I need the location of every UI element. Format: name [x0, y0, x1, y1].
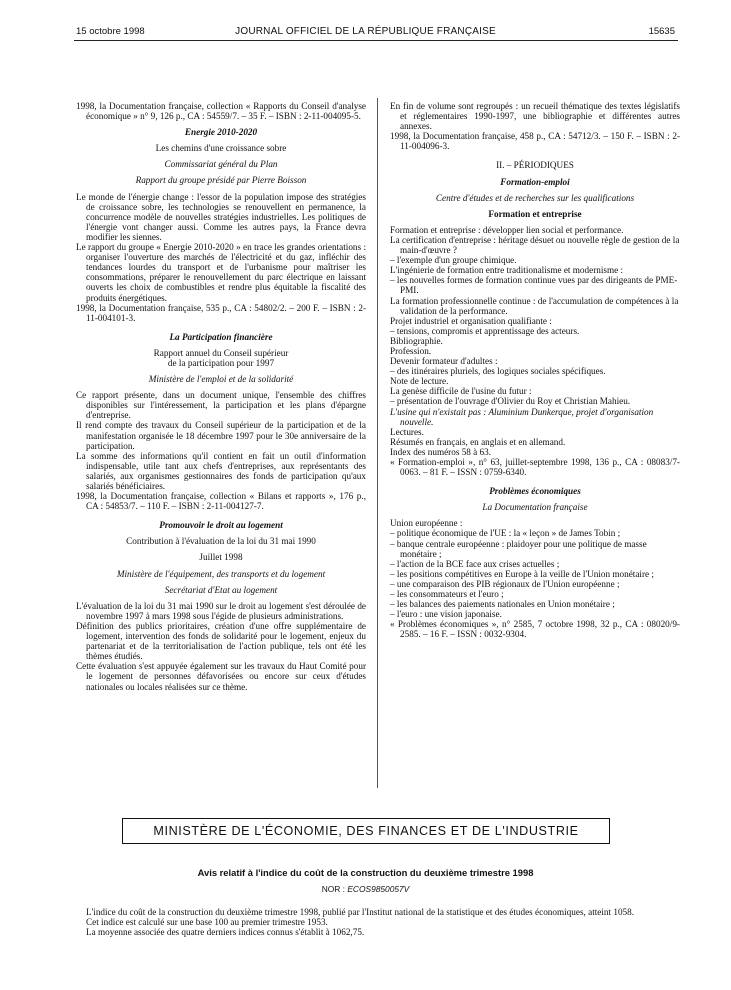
paragraph: La somme des informations qu'il contient en fait un outil d'information indispensable, utile tant aux chefs d'entreprises, aux représentants des salariés, aux organismes gestionnaires des fonds de participation qu'aux salariés bénéficiaires. [76, 450, 366, 491]
nor-code: ECOS9850057V [347, 884, 410, 894]
section-heading: II. – PÉRIODIQUES [496, 160, 574, 171]
list-item: Devenir formateur d'adultes : [390, 356, 498, 367]
periodical-title: Formation-emploi [500, 176, 570, 187]
contents-list [390, 225, 680, 407]
header-date: 15 octobre 1998 [76, 26, 145, 37]
publication-reference: 1998, la Documentation française, 535 p., CA : 54802/2. – 200 F. – ISBN : 2-11-004101-3. [76, 302, 366, 323]
publication-reference: « Formation-emploi », n° 63, juillet-septembre 1998, 136 p., CA : 08083/7-0063. – 81 F. – ISSN : 0759-6340. [390, 457, 680, 478]
list-item: – des itinéraires pluriels, des logiques sociales spécifiques. [390, 366, 606, 377]
ministry-banner: MINISTÈRE DE L'ÉCONOMIE, DES FINANCES ET DE L'INDUSTRIE [122, 818, 610, 844]
paragraph: La moyenne associée des quatre derniers indices connus s'établit à 1062,75. [86, 927, 365, 938]
paragraph: Définition des publics prioritaires, création d'une offre supplémentaire de logement, intervention des fonds de solidarité pour le logement, enjeux du partenariat et de la territorialisation de l'action publique, tels ont été les thèmes étudiés. [76, 620, 366, 662]
header-page-number: 15635 [648, 26, 675, 37]
header-rule [74, 40, 678, 41]
section-subtitle: Les chemins d'une croissance sobre [155, 143, 287, 154]
right-column [390, 101, 680, 640]
contents-list [390, 518, 680, 619]
list-item: – les balances des paiements nationales en Union monétaire ; [390, 599, 615, 610]
paragraph: Le monde de l'énergie change : l'essor de la population impose des stratégies de croissance sobre, les technologies se renouvellent en permanence, la concurrence modèle de nouvelles stratégies industrielles. Les politiques de l'énergie vont changer aussi. Comme les autres pays, la France devra modifier les siennes. [76, 191, 366, 242]
list-item: – les nouvelles formes de formation continue vues par des dirigeants de PME-PMI. [390, 275, 678, 296]
list-item: – l'euro : une vision japonaise. [390, 609, 502, 620]
section-subtitle: Juillet 1998 [199, 552, 243, 563]
section-organization: Ministère de l'équipement, des transports et du logement [116, 568, 326, 579]
periodical-subtitle: Formation et entreprise [488, 208, 582, 219]
section-title: Energie 2010-2020 [184, 127, 258, 138]
list-item: – politique économique de l'UE : la « leçon » de James Tobin ; [390, 528, 621, 539]
list-item: – les positions compétitives en Europe à la veille de l'Union monétaire ; [390, 568, 654, 579]
section-title: La Participation financière [169, 331, 273, 342]
left-column [76, 101, 366, 692]
section-subtitle: Rapport annuel du Conseil supérieur [153, 347, 289, 358]
periodical-organization: La Documentation française [482, 502, 588, 513]
paragraph: Le rapport du groupe « Energie 2010-2020 » en trace les grandes orientations : organiser l'ouverture des marchés de l'électricité et du gaz, infléchir des tendances lourdes du transport et de l'urbanisme pour maîtriser les consommations, préparer le renouvellement du parc électrique en laissant ouverts les choix de combustibles et rendre plus équitable la fiscalité des produits énergétiques. [76, 242, 366, 303]
contents-list [390, 427, 680, 457]
periodical-organization: Centre d'études et de recherches sur les qualifications [435, 192, 635, 203]
section-title: Promouvoir le droit au logement [159, 520, 283, 531]
list-item: – l'action de la BCE face aux crises actuelles ; [390, 558, 560, 569]
nor-label: NOR : [321, 884, 348, 894]
header-title: JOURNAL OFFICIEL DE LA RÉPUBLIQUE FRANÇAISE [235, 26, 496, 37]
list-item: – les consommateurs et l'euro ; [390, 589, 504, 600]
paragraph: En fin de volume sont regroupés : un recueil thématique des textes législatifs et réglementaires 1990-1997, une bibliographie et différentes autres annexes. [390, 101, 680, 132]
list-item: La certification d'entreprise : héritage désuet ou nouvelle règle de gestion de la main-d'œuvre ? [390, 234, 680, 256]
list-item: Note de lecture. [390, 376, 449, 387]
section-organization: Ministère de l'emploi et de la solidarité [148, 374, 294, 385]
paragraph: Cette évaluation s'est appuyée également sur les travaux du Haut Comité pour le logement de personnes défavorisées ou encore sur ceux d'études nationales ou locales réalisées sur ce thème. [76, 661, 366, 692]
list-item: Union européenne : [390, 518, 463, 529]
list-item: L'ingénierie de formation entre traditionalisme et modernisme : [390, 265, 624, 276]
list-item: Index des numéros 58 à 63. [390, 446, 492, 457]
section-organization: Secrétariat d'Etat au logement [164, 584, 278, 595]
publication-reference: « Problèmes économiques », n° 2585, 7 octobre 1998, 32 p., CA : 08020/9-2585. – 16 F. – ISSN : 0032-9304. [390, 619, 680, 640]
column-divider [377, 98, 378, 788]
paragraph: Cet indice est calculé sur une base 100 au premier trimestre 1953. [86, 917, 328, 928]
list-item: La formation professionnelle continue : de l'accumulation de compétences à la validation de la performance. [390, 295, 679, 316]
nor-reference [0, 884, 731, 894]
list-item: Lectures. [390, 426, 424, 437]
paragraph: Ce rapport présente, dans un document unique, l'ensemble des chiffres disponibles sur l'intéressement, la participation et les plans d'épargne d'entreprise. [76, 390, 366, 421]
publication-reference: 1998, la Documentation française, collection « Rapports du Conseil d'analyse économique » n° 9, 126 p., CA : 54559/7. – 35 F. – ISBN : 2-11-004095-5. [76, 101, 366, 122]
publication-reference: 1998, la Documentation française, 458 p., CA : 54712/3. – 150 F. – ISBN : 2-11-004096-3. [390, 131, 680, 152]
list-item: – banque centrale européenne : plaidoyer pour une politique de masse monétaire ; [390, 538, 647, 559]
list-item: Projet industriel et organisation qualifiante : [390, 315, 552, 326]
notice-title: Avis relatif à l'indice du coût de la construction du deuxième trimestre 1998 [197, 867, 534, 878]
list-item: L'usine qui n'existait pas : Aluminium Dunkerque, projet d'organisation nouvelle. [390, 406, 654, 427]
list-item: La genèse difficile de l'usine du futur : [390, 386, 532, 397]
paragraph: L'indice du coût de la construction du deuxième trimestre 1998, publié par l'Institut national de la statistique et des études économiques, atteint 1058. [86, 907, 635, 917]
section-subtitle: Contribution à l'évaluation de la loi du 31 mai 1990 [126, 536, 316, 547]
paragraph: Il rend compte des travaux du Conseil supérieur de la participation et de la manifestation organisée le 18 décembre 1997 pour le 30e anniversaire de la participation. [76, 420, 366, 451]
section-subtitle: de la participation pour 1997 [167, 357, 275, 368]
list-item: Formation et entreprise : développer lien social et performance. [390, 224, 624, 235]
list-item: Résumés en français, en anglais et en allemand. [390, 436, 566, 447]
list-item: Profession. [390, 345, 432, 356]
publication-reference: 1998, la Documentation française, collection « Bilans et rapports », 176 p., CA : 54853/7. – 110 F. – ISBN : 2-11-004127-7. [76, 491, 366, 512]
list-item: Bibliographie. [390, 335, 443, 346]
list-item: – tensions, compromis et apprentissage des acteurs. [390, 325, 580, 336]
list-item: – présentation de l'ouvrage d'Olivier du Roy et Christian Mahieu. [390, 396, 631, 407]
list-item: – une comparaison des PIB régionaux de l'Union européenne ; [390, 578, 620, 589]
paragraph: L'évaluation de la loi du 31 mai 1990 sur le droit au logement s'est déroulée de novembre 1997 à mars 1998 sous l'égide de plusieurs administrations. [76, 600, 366, 621]
periodical-title: Problèmes économiques [489, 486, 581, 497]
list-item: – l'exemple d'un groupe chimique. [390, 255, 517, 266]
section-organization: Rapport du groupe présidé par Pierre Boisson [135, 175, 307, 186]
notice-body [76, 907, 680, 937]
section-organization: Commissariat général du Plan [164, 159, 278, 170]
